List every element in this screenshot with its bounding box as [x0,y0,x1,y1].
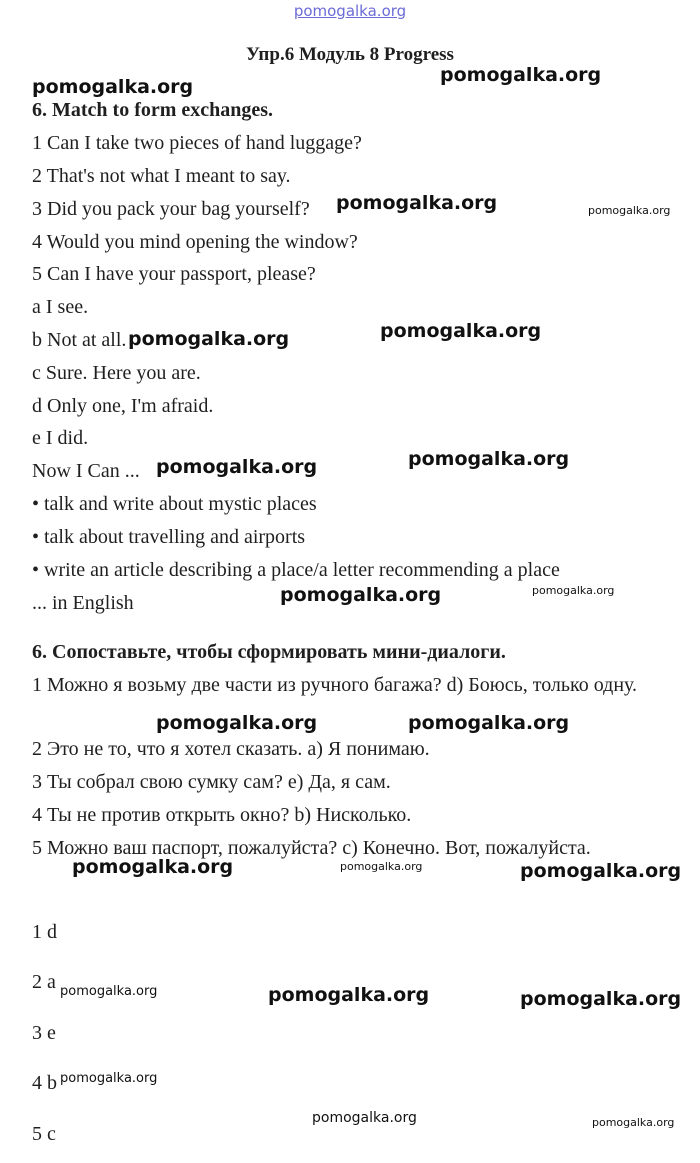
skill-1: • talk and write about mystic places [32,493,317,515]
russian-line-3: 3 Ты собрал свою сумку сам? e) Да, я сам. [32,771,391,793]
skill-3: • write an article describing a place/a letter recommending a place [32,559,560,581]
russian-task-heading: 6. Сопоставьте, чтобы сформировать мини-диалоги. [32,641,506,663]
russian-line-5: 5 Можно ваш паспорт, пожалуйста? c) Конечно. Вот, пожалуйста. [32,837,591,859]
key-4: 4 b [32,1072,57,1094]
watermark: pomogalka.org [72,856,234,878]
watermark: pomogalka.org [520,860,682,882]
key-2: 2 a [32,971,56,993]
question-3: 3 Did you pack your bag yourself? [32,198,310,220]
answer-a: a I see. [32,296,89,318]
question-2: 2 That's not what I meant to say. [32,165,291,187]
watermark: pomogalka.org [588,204,671,217]
watermark: pomogalka.org [60,984,158,999]
in-english: ... in English [32,592,134,614]
watermark: pomogalka.org [340,860,423,873]
watermark: pomogalka.org [128,328,290,350]
watermark: pomogalka.org [280,584,442,606]
english-task-heading: 6. Match to form exchanges. [32,99,274,121]
russian-line-4: 4 Ты не против открыть окно? b) Нисколько. [32,804,412,826]
watermark: pomogalka.org [532,584,615,597]
answer-b: b Not at all. [32,329,127,351]
watermark: pomogalka.org [156,712,318,734]
question-1: 1 Can I take two pieces of hand luggage? [32,132,362,154]
watermark: pomogalka.org [32,76,194,98]
russian-line-2: 2 Это не то, что я хотел сказать. a) Я понимаю. [32,738,430,760]
skill-2: • talk about travelling and airports [32,526,306,548]
key-3: 3 e [32,1022,56,1044]
question-4: 4 Would you mind opening the window? [32,231,358,253]
page-title: Упр.6 Модуль 8 Progress [246,44,454,65]
answer-e: e I did. [32,427,89,449]
watermark: pomogalka.org [440,64,602,86]
site-link[interactable]: pomogalka.org [293,2,407,20]
watermark: pomogalka.org [408,712,570,734]
watermark: pomogalka.org [520,988,682,1010]
question-5: 5 Can I have your passport, please? [32,263,316,285]
watermark: pomogalka.org [336,192,498,214]
answer-c: c Sure. Here you are. [32,362,201,384]
watermark: pomogalka.org [156,456,318,478]
watermark: pomogalka.org [60,1071,158,1086]
watermark: pomogalka.org [268,984,430,1006]
watermark: pomogalka.org [380,320,542,342]
answer-d: d Only one, I'm afraid. [32,395,214,417]
watermark: pomogalka.org [408,448,570,470]
watermark: pomogalka.org [592,1116,675,1129]
key-5: 5 c [32,1123,56,1145]
now-i-can: Now I Can ... [32,460,140,482]
russian-line-1: 1 Можно я возьму две части из ручного багажа? d) Боюсь, только одну. [32,674,638,696]
watermark: pomogalka.org [312,1110,417,1126]
key-1: 1 d [32,921,57,943]
